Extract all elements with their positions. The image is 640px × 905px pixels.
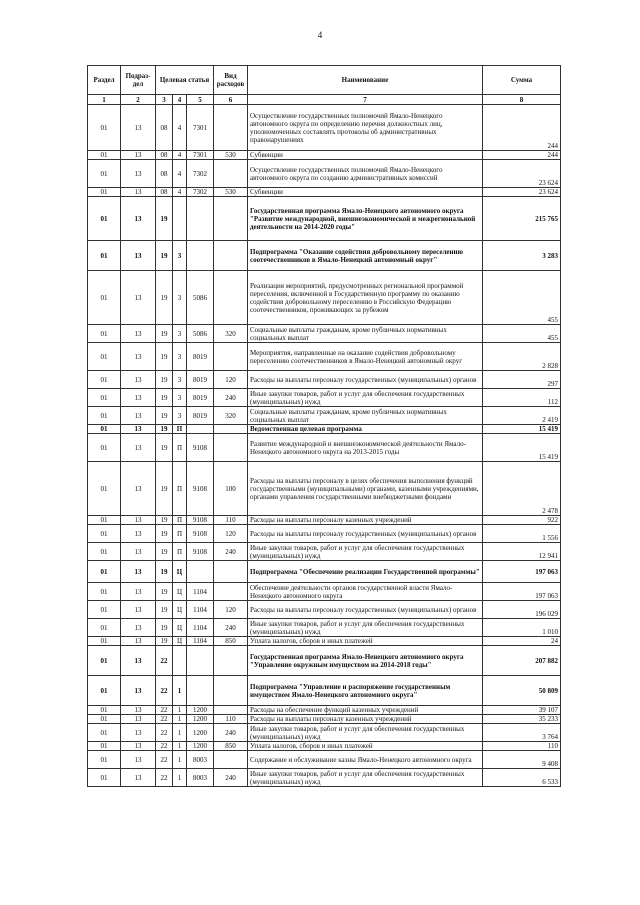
sum-cell: 207 882 [483,646,561,676]
podrazdel-cell: 13 [121,105,156,151]
razdel-cell: 01 [88,407,121,425]
podrazdel-cell: 13 [121,561,156,583]
celevaya-3-cell: 1200 [187,715,214,724]
name-cell: Осуществление государственных полномочий Ямало-Ненецкого автономного округа по созданию административных комиссий [248,160,483,188]
sum-cell: 9 408 [483,751,561,769]
vid-cell: 530 [214,188,248,197]
celevaya-1-cell: 08 [156,151,173,160]
sum-cell: 2 478 [483,462,561,516]
celevaya-1-cell: 19 [156,583,173,601]
podrazdel-cell: 13 [121,197,156,241]
name-cell: Иные закупки товаров, работ и услуг для обеспечения государственных (муниципальных) нужд [248,389,483,407]
sum-cell: 2 828 [483,343,561,371]
table-row [88,706,561,715]
razdel-cell: 01 [88,371,121,389]
celevaya-2-cell: 1 [173,706,187,715]
podrazdel-cell: 13 [121,676,156,706]
table-row [88,619,561,637]
col-number: 4 [173,95,187,105]
podrazdel-cell: 13 [121,271,156,325]
celevaya-1-cell: 19 [156,407,173,425]
celevaya-1-cell: 19 [156,561,173,583]
celevaya-3-cell: 9108 [187,462,214,516]
vid-cell: 240 [214,619,248,637]
celevaya-1-cell: 19 [156,271,173,325]
name-cell: Подпрограмма "Управление и распоряжение государственным имуществом Ямало-Ненецкого автономного округа" [248,676,483,706]
razdel-cell: 01 [88,160,121,188]
name-cell: Иные закупки товаров, работ и услуг для обеспечения государственных (муниципальных) нужд [248,724,483,742]
celevaya-3-cell: 9108 [187,434,214,462]
table-row [88,676,561,706]
podrazdel-cell: 13 [121,715,156,724]
celevaya-3-cell: 1200 [187,724,214,742]
celevaya-1-cell: 19 [156,543,173,561]
table-row [88,371,561,389]
celevaya-3-cell [187,561,214,583]
razdel-cell: 01 [88,706,121,715]
vid-cell [214,676,248,706]
name-cell: Расходы на обеспечение функций казенных учреждений [248,706,483,715]
razdel-cell: 01 [88,724,121,742]
budget-table [87,65,561,787]
podrazdel-cell: 13 [121,706,156,715]
sum-cell: 244 [483,105,561,151]
razdel-cell: 01 [88,543,121,561]
table-row [88,601,561,619]
podrazdel-cell: 13 [121,462,156,516]
name-cell: Иные закупки товаров, работ и услуг для обеспечения государственных (муниципальных) нужд [248,619,483,637]
vid-cell: 110 [214,715,248,724]
celevaya-1-cell: 19 [156,637,173,646]
table-row [88,343,561,371]
name-cell: Расходы на выплаты персоналу в целях обеспечения выполнения функций государственными (муниципальными) органами, казенными учреждениями, органами управления государственными внебюджетными фондами [248,462,483,516]
podrazdel-cell: 13 [121,241,156,271]
sum-cell: 110 [483,742,561,751]
razdel-cell: 01 [88,715,121,724]
sum-cell: 2 419 [483,407,561,425]
celevaya-2-cell: П [173,462,187,516]
razdel-cell: 01 [88,425,121,434]
podrazdel-cell: 13 [121,525,156,543]
razdel-cell: 01 [88,462,121,516]
celevaya-2-cell: 3 [173,325,187,343]
celevaya-2-cell: 1 [173,769,187,787]
podrazdel-cell: 13 [121,637,156,646]
celevaya-3-cell: 8003 [187,751,214,769]
celevaya-1-cell: 22 [156,676,173,706]
table-row [88,434,561,462]
sum-cell: 297 [483,371,561,389]
name-cell: Расходы на выплаты персоналу государственных (муниципальных) органов [248,601,483,619]
celevaya-3-cell: 8019 [187,407,214,425]
table-row [88,637,561,646]
page-number: 4 [317,30,323,40]
name-cell: Обеспечение деятельности органов государственной власти Ямало-Ненецкого автономного округа [248,583,483,601]
table-row [88,561,561,583]
vid-cell: 110 [214,516,248,525]
column-number-row [88,95,561,105]
header-vid: Вид расходов [214,66,248,95]
celevaya-2-cell: Ц [173,619,187,637]
col-number: 1 [88,95,121,105]
celevaya-1-cell: 22 [156,724,173,742]
celevaya-2-cell: П [173,434,187,462]
table-row [88,583,561,601]
celevaya-3-cell [187,197,214,241]
vid-cell: 120 [214,525,248,543]
table-header-row [88,66,561,95]
sum-cell: 24 [483,637,561,646]
razdel-cell: 01 [88,742,121,751]
celevaya-3-cell [187,676,214,706]
podrazdel-cell: 13 [121,160,156,188]
table-row [88,271,561,325]
name-cell: Развитие международной и внешнеэкономической деятельности Ямало-Ненецкого автономного округа на 2013-2015 годы [248,434,483,462]
podrazdel-cell: 13 [121,371,156,389]
podrazdel-cell: 13 [121,724,156,742]
celevaya-1-cell: 19 [156,343,173,371]
sum-cell: 3 283 [483,241,561,271]
celevaya-3-cell: 1104 [187,619,214,637]
col-number: 8 [483,95,561,105]
vid-cell: 100 [214,462,248,516]
sum-cell: 196 029 [483,601,561,619]
celevaya-2-cell: П [173,543,187,561]
razdel-cell: 01 [88,325,121,343]
header-summa: Сумма [483,66,561,95]
name-cell: Ведомственная целевая программа [248,425,483,434]
vid-cell: 320 [214,407,248,425]
name-cell: Социальные выплаты гражданам, кроме публичных нормативных социальных выплат [248,325,483,343]
vid-cell [214,197,248,241]
celevaya-2-cell: 1 [173,715,187,724]
celevaya-1-cell: 19 [156,525,173,543]
table-body [88,105,561,787]
vid-cell [214,105,248,151]
celevaya-2-cell: 3 [173,241,187,271]
celevaya-2-cell: 4 [173,188,187,197]
col-number: 5 [187,95,214,105]
name-cell: Расходы на выплаты персоналу казенных учреждений [248,715,483,724]
celevaya-1-cell: 22 [156,751,173,769]
celevaya-2-cell: 3 [173,407,187,425]
sum-cell: 455 [483,325,561,343]
celevaya-2-cell: Ц [173,583,187,601]
celevaya-2-cell: 3 [173,371,187,389]
name-cell: Содержание и обслуживание казны Ямало-Ненецкого автономного округа [248,751,483,769]
table-row [88,188,561,197]
celevaya-2-cell: 1 [173,724,187,742]
vid-cell [214,241,248,271]
celevaya-3-cell [187,425,214,434]
podrazdel-cell: 13 [121,343,156,371]
podrazdel-cell: 13 [121,601,156,619]
podrazdel-cell: 13 [121,188,156,197]
name-cell: Подпрограмма "Обеспечение реализации Государственной программы" [248,561,483,583]
celevaya-3-cell: 9108 [187,516,214,525]
celevaya-2-cell: П [173,525,187,543]
celevaya-2-cell: 3 [173,389,187,407]
sum-cell: 455 [483,271,561,325]
col-number: 7 [248,95,483,105]
celevaya-1-cell: 19 [156,434,173,462]
col-number: 3 [156,95,173,105]
table-row [88,197,561,241]
sum-cell: 1 556 [483,525,561,543]
vid-cell [214,706,248,715]
celevaya-3-cell: 8019 [187,371,214,389]
sum-cell: 23 624 [483,188,561,197]
vid-cell: 240 [214,724,248,742]
sum-cell: 6 533 [483,769,561,787]
celevaya-1-cell: 08 [156,105,173,151]
vid-cell: 120 [214,601,248,619]
sum-cell: 35 233 [483,715,561,724]
razdel-cell: 01 [88,561,121,583]
table-row [88,160,561,188]
table-row [88,389,561,407]
table-row [88,769,561,787]
vid-cell: 240 [214,543,248,561]
celevaya-3-cell: 1104 [187,601,214,619]
vid-cell [214,434,248,462]
podrazdel-cell: 13 [121,389,156,407]
sum-cell: 15 419 [483,434,561,462]
sum-cell: 197 063 [483,561,561,583]
name-cell: Субвенции [248,151,483,160]
celevaya-2-cell: 3 [173,271,187,325]
razdel-cell: 01 [88,751,121,769]
razdel-cell: 01 [88,583,121,601]
celevaya-3-cell: 5086 [187,325,214,343]
celevaya-2-cell: 4 [173,105,187,151]
name-cell: Социальные выплаты гражданам, кроме публичных нормативных социальных выплат [248,407,483,425]
vid-cell [214,583,248,601]
vid-cell: 320 [214,325,248,343]
col-number: 2 [121,95,156,105]
vid-cell [214,425,248,434]
celevaya-3-cell: 9108 [187,525,214,543]
name-cell: Подпрограмма "Оказание содействия добровольному переселению соотечественников в Ямало-Ненецкий автономный округ" [248,241,483,271]
celevaya-3-cell: 8019 [187,343,214,371]
vid-cell [214,343,248,371]
razdel-cell: 01 [88,601,121,619]
name-cell: Иные закупки товаров, работ и услуг для обеспечения государственных (муниципальных) нужд [248,543,483,561]
vid-cell [214,561,248,583]
celevaya-1-cell: 19 [156,462,173,516]
podrazdel-cell: 13 [121,425,156,434]
header-celevaya: Целевая статья [156,66,214,95]
razdel-cell: 01 [88,343,121,371]
name-cell: Расходы на выплаты персоналу казенных учреждений [248,516,483,525]
celevaya-3-cell [187,646,214,676]
razdel-cell: 01 [88,769,121,787]
razdel-cell: 01 [88,516,121,525]
name-cell: Иные закупки товаров, работ и услуг для обеспечения государственных (муниципальных) нужд [248,769,483,787]
razdel-cell: 01 [88,646,121,676]
podrazdel-cell: 13 [121,407,156,425]
name-cell: Уплата налогов, сборов и иных платежей [248,742,483,751]
celevaya-1-cell: 19 [156,325,173,343]
celevaya-1-cell: 19 [156,371,173,389]
vid-cell: 120 [214,371,248,389]
celevaya-3-cell: 7301 [187,105,214,151]
celevaya-2-cell [173,197,187,241]
celevaya-1-cell: 19 [156,516,173,525]
sum-cell: 922 [483,516,561,525]
podrazdel-cell: 13 [121,769,156,787]
name-cell: Государственная программа Ямало-Ненецкого автономного округа "Развитие международной, внешнеэкономической и межрегиональной деятельности на 2014-2020 годы" [248,197,483,241]
sum-cell: 1 010 [483,619,561,637]
table-row [88,751,561,769]
celevaya-2-cell: П [173,516,187,525]
celevaya-3-cell: 9108 [187,543,214,561]
celevaya-1-cell: 08 [156,160,173,188]
razdel-cell: 01 [88,525,121,543]
celevaya-2-cell [173,646,187,676]
name-cell: Расходы на выплаты персоналу государственных (муниципальных) органов [248,525,483,543]
name-cell: Уплата налогов, сборов и иных платежей [248,637,483,646]
vid-cell: 240 [214,389,248,407]
vid-cell [214,751,248,769]
sum-cell: 15 419 [483,425,561,434]
table-row [88,407,561,425]
celevaya-1-cell: 22 [156,715,173,724]
celevaya-3-cell: 8003 [187,769,214,787]
celevaya-2-cell: 3 [173,343,187,371]
podrazdel-cell: 13 [121,151,156,160]
table-row [88,742,561,751]
name-cell: Реализация мероприятий, предусмотренных региональной программой переселения, включенной в Государственную программу по оказанию содействия добровольному переселению в Российскую Федерацию соотечественников, проживающих за рубежом [248,271,483,325]
celevaya-3-cell: 7301 [187,151,214,160]
table-row [88,325,561,343]
table-row [88,525,561,543]
podrazdel-cell: 13 [121,543,156,561]
name-cell: Мероприятия, направленные на оказание содействия добровольному переселению соотечественников в Ямало-Ненецкий автономный округ [248,343,483,371]
sum-cell: 50 809 [483,676,561,706]
podrazdel-cell: 13 [121,751,156,769]
podrazdel-cell: 13 [121,646,156,676]
celevaya-2-cell: П [173,425,187,434]
sum-cell: 244 [483,151,561,160]
razdel-cell: 01 [88,105,121,151]
celevaya-1-cell: 22 [156,706,173,715]
celevaya-1-cell: 22 [156,646,173,676]
col-number: 6 [214,95,248,105]
podrazdel-cell: 13 [121,742,156,751]
table-row [88,724,561,742]
vid-cell [214,160,248,188]
table-row [88,241,561,271]
vid-cell: 850 [214,637,248,646]
razdel-cell: 01 [88,389,121,407]
razdel-cell: 01 [88,619,121,637]
celevaya-2-cell: 1 [173,751,187,769]
sum-cell: 112 [483,389,561,407]
celevaya-1-cell: 19 [156,197,173,241]
sum-cell: 3 764 [483,724,561,742]
vid-cell [214,646,248,676]
name-cell: Расходы на выплаты персоналу государственных (муниципальных) органов [248,371,483,389]
name-cell: Субвенции [248,188,483,197]
celevaya-2-cell: 4 [173,160,187,188]
table-row [88,715,561,724]
sum-cell: 23 624 [483,160,561,188]
celevaya-3-cell: 1200 [187,742,214,751]
razdel-cell: 01 [88,197,121,241]
header-podrazdel: Подраз-дел [121,66,156,95]
table-row [88,543,561,561]
celevaya-2-cell: 4 [173,151,187,160]
celevaya-2-cell: Ц [173,601,187,619]
vid-cell [214,271,248,325]
celevaya-1-cell: 19 [156,425,173,434]
table-row [88,425,561,434]
razdel-cell: 01 [88,241,121,271]
sum-cell: 12 941 [483,543,561,561]
sum-cell: 215 765 [483,197,561,241]
table-row [88,646,561,676]
celevaya-2-cell: 1 [173,742,187,751]
celevaya-2-cell: 1 [173,676,187,706]
vid-cell: 240 [214,769,248,787]
podrazdel-cell: 13 [121,516,156,525]
razdel-cell: 01 [88,676,121,706]
table-row [88,516,561,525]
table-row [88,151,561,160]
celevaya-1-cell: 08 [156,188,173,197]
celevaya-1-cell: 19 [156,619,173,637]
celevaya-2-cell: Ц [173,637,187,646]
podrazdel-cell: 13 [121,583,156,601]
celevaya-1-cell: 19 [156,389,173,407]
celevaya-1-cell: 19 [156,241,173,271]
razdel-cell: 01 [88,271,121,325]
celevaya-1-cell: 22 [156,742,173,751]
razdel-cell: 01 [88,188,121,197]
podrazdel-cell: 13 [121,434,156,462]
table-row [88,462,561,516]
vid-cell: 850 [214,742,248,751]
razdel-cell: 01 [88,434,121,462]
vid-cell: 530 [214,151,248,160]
podrazdel-cell: 13 [121,325,156,343]
header-razdel: Раздел [88,66,121,95]
celevaya-3-cell: 7302 [187,188,214,197]
celevaya-3-cell: 7302 [187,160,214,188]
celevaya-3-cell [187,241,214,271]
podrazdel-cell: 13 [121,619,156,637]
sum-cell: 197 063 [483,583,561,601]
table-row [88,105,561,151]
celevaya-3-cell: 1200 [187,706,214,715]
sum-cell: 39 107 [483,706,561,715]
header-name: Наименование [248,66,483,95]
razdel-cell: 01 [88,637,121,646]
celevaya-1-cell: 19 [156,601,173,619]
celevaya-2-cell: Ц [173,561,187,583]
name-cell: Осуществление государственных полномочий Ямало-Ненецкого автономного округа по определению перечня должностных лиц, уполномоченных составлять протоколы об административных правонарушениях [248,105,483,151]
razdel-cell: 01 [88,151,121,160]
celevaya-1-cell: 22 [156,769,173,787]
celevaya-3-cell: 1104 [187,637,214,646]
name-cell: Государственная программа Ямало-Ненецкого автономного округа "Управление окружным имуществом на 2014-2018 годы" [248,646,483,676]
celevaya-3-cell: 1104 [187,583,214,601]
celevaya-3-cell: 5086 [187,271,214,325]
celevaya-3-cell: 8019 [187,389,214,407]
